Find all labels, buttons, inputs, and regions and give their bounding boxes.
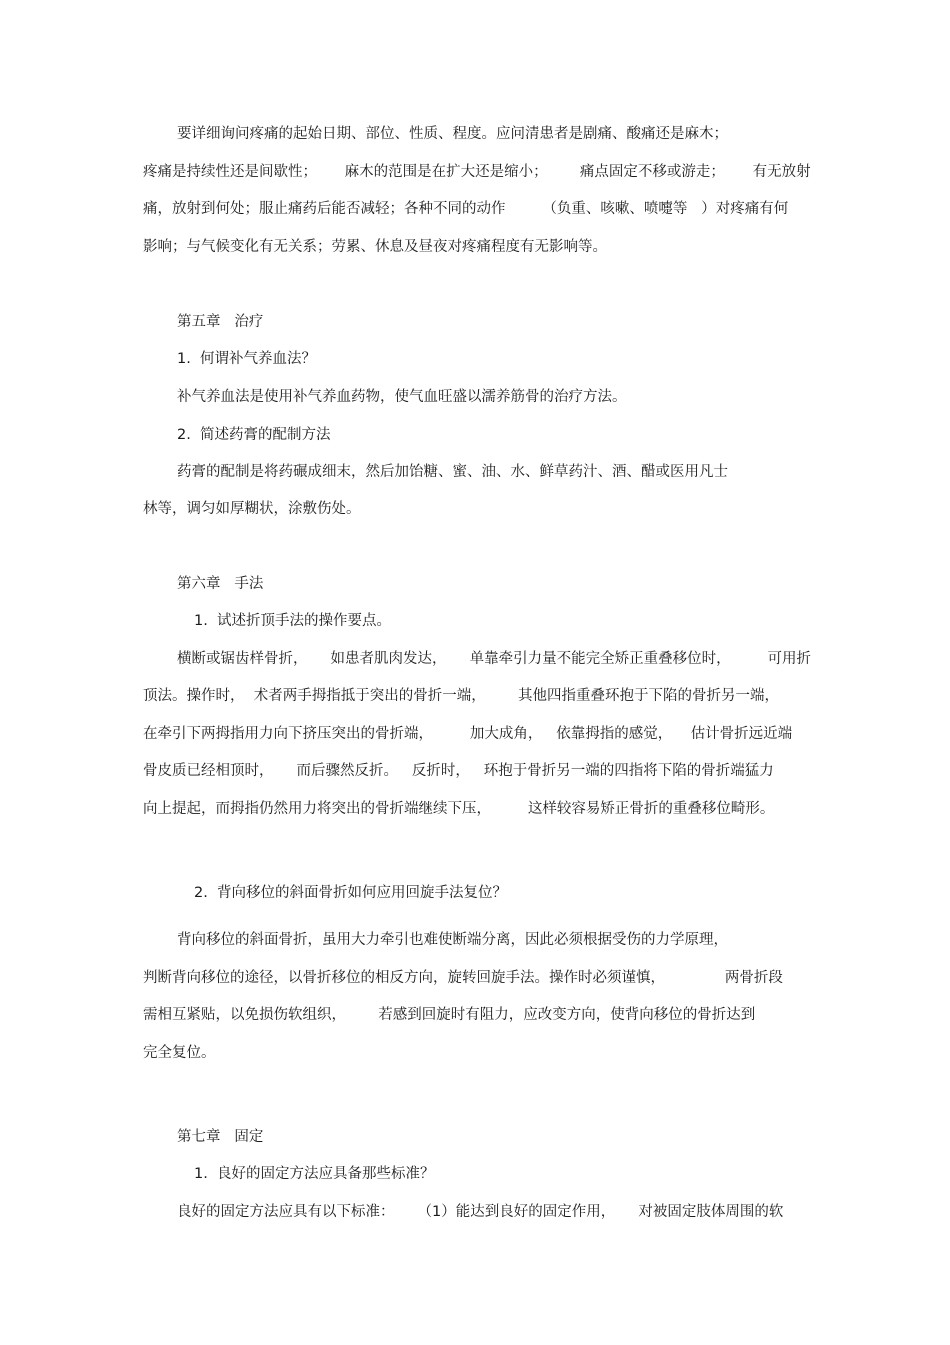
question: 1. 试述折顶手法的操作要点。: [194, 613, 392, 629]
chapter-title: 第五章 治疗: [177, 314, 264, 330]
chapter-title: 第六章 手法: [177, 576, 264, 592]
question: 1. 良好的固定方法应具备那些标准？: [194, 1166, 435, 1182]
answer-line: 完全复位。: [143, 1045, 216, 1061]
paragraph-line: 影响；与气候变化有无关系；劳累、休息及昼夜对疼痛程度有无影响等。: [143, 239, 607, 255]
answer-line: 向上提起，而拇指仍然用力将突出的骨折端继续下压， 这样较容易矫正骨折的重叠移位畸形。: [143, 801, 775, 817]
answer-line: 顶法。操作时， 术者两手拇指抵于突出的骨折一端， 其他四指重叠环抱于下陷的骨折另一端，: [143, 688, 779, 704]
paragraph-line: 疼痛是持续性还是间歇性； 麻木的范围是在扩大还是缩小； 痛点固定不移或游走； 有无放射: [143, 164, 811, 180]
paragraph-line: 要详细询问疼痛的起始日期、部位、性质、程度。应问清患者是剧痛、酸痛还是麻木；: [177, 126, 728, 142]
answer-line: 林等，调匀如厚糊状，涂敷伤处。: [143, 501, 361, 517]
question: 2. 简述药膏的配制方法: [177, 427, 331, 443]
paragraph-line: 痛，放射到何处；服止痛药后能否减轻；各种不同的动作 （负重、咳嗽、喷嚏等 ）对疼痛有何: [143, 201, 789, 217]
question: 2. 背向移位的斜面骨折如何应用回旋手法复位？: [194, 885, 508, 901]
answer: 补气养血法是使用补气养血药物，使气血旺盛以濡养筋骨的治疗方法。: [177, 389, 627, 405]
answer-line: 在牵引下两拇指用力向下挤压突出的骨折端， 加大成角， 依靠拇指的感觉， 估计骨折远近端: [143, 726, 793, 742]
answer-line: 骨皮质已经相顶时， 而后骤然反折。 反折时， 环抱于骨折另一端的四指将下陷的骨折端猛力: [143, 763, 774, 779]
answer-line: 药膏的配制是将药碾成细末，然后加饴糖、蜜、油、水、鲜草药汁、酒、醋或医用凡士: [177, 464, 728, 480]
chapter-title: 第七章 固定: [177, 1129, 264, 1145]
answer-line: 判断背向移位的途径，以骨折移位的相反方向，旋转回旋手法。操作时必须谨慎， 两骨折段: [143, 970, 783, 986]
answer-line: 需相互紧贴，以免损伤软组织， 若感到回旋时有阻力，应改变方向，使背向移位的骨折达到: [143, 1007, 756, 1023]
answer-line: 横断或锯齿样骨折， 如患者肌肉发达， 单靠牵引力量不能完全矫正重叠移位时， 可用折: [177, 651, 811, 667]
answer-line: 良好的固定方法应具有以下标准： （1）能达到良好的固定作用， 对被固定肢体周围的软: [177, 1204, 784, 1220]
question: 1. 何谓补气养血法？: [177, 351, 317, 367]
answer-line: 背向移位的斜面骨折，虽用大力牵引也难使断端分离，因此必须根据受伤的力学原理，: [177, 932, 728, 948]
